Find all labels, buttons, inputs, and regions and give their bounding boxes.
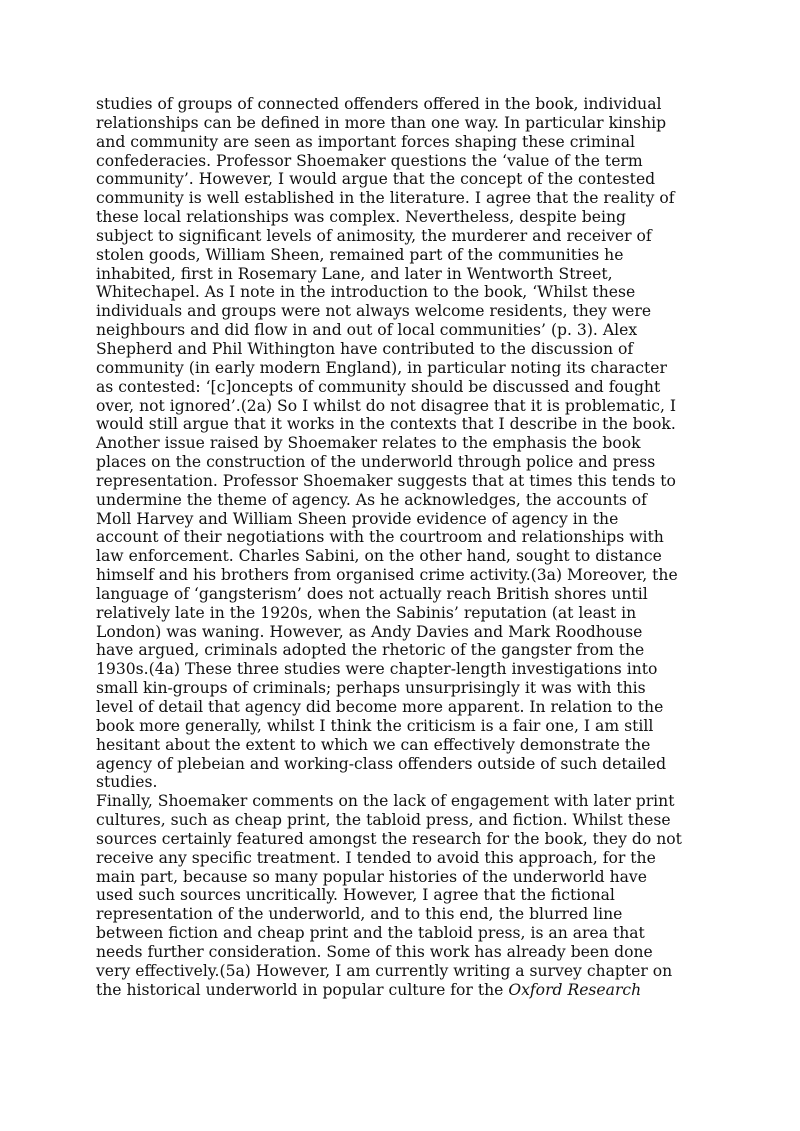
text-line: account of their negotiations with the courtroom and relationships with [96, 528, 664, 547]
text-line: relatively late in the 1920s, when the Sabinis’ reputation (at least in [96, 603, 637, 622]
text-line: London) was waning. However, as Andy Davies and Mark Roodhouse [96, 622, 643, 641]
text-line: and community are seen as important forces shaping these criminal [96, 132, 635, 151]
text-line: representation. Professor Shoemaker suggests that at times this tends to [96, 471, 676, 490]
text-line: have argued, criminals adopted the rhetoric of the gangster from the [96, 641, 645, 660]
text-line: inhabited, first in Rosemary Lane, and later in Wentworth Street, [96, 264, 613, 283]
text-line: used such sources uncritically. However, I agree that the fictional [96, 886, 615, 905]
body-paragraph-1 [96, 95, 716, 792]
text-line: these local relationships was complex. Nevertheless, despite being [96, 208, 627, 227]
text-line: book more generally, whilst I think the criticism is a fair one, I am still [96, 716, 654, 735]
text-line: cultures, such as cheap print, the tabloid press, and fiction. Whilst these [96, 811, 671, 830]
text-line: Moll Harvey and William Sheen provide evidence of agency in the [96, 509, 619, 528]
text-line: agency of plebeian and working-class offenders outside of such detailed [96, 754, 667, 773]
italic-book-title: Oxford Research [508, 980, 642, 999]
text-line: studies. [96, 773, 158, 792]
text-line: very effectively.(5a) However, I am currently writing a survey chapter on [96, 961, 673, 980]
document-page [96, 95, 716, 1000]
text-line: representation of the underworld, and to this end, the blurred line [96, 905, 623, 924]
text-line: studies of groups of connected offenders offered in the book, individual [96, 95, 662, 113]
text-line: undermine the theme of agency. As he acknowledges, the accounts of [96, 490, 647, 509]
text-line: himself and his brothers from organised crime activity.(3a) Moreover, the [96, 566, 678, 585]
text-line: individuals and groups were not always welcome residents, they were [96, 302, 652, 321]
text-line: would still argue that it works in the contexts that I describe in the book. [96, 415, 676, 434]
text-line: community is well established in the literature. I agree that the reality of [96, 189, 675, 208]
text-line: stolen goods, William Sheen, remained part of the communities he [96, 245, 624, 264]
text-line: Finally, Shoemaker comments on the lack of engagement with later print [96, 792, 675, 811]
text-line: subject to significant levels of animosity, the murderer and receiver of [96, 226, 652, 245]
text-line: places on the construction of the underworld through police and press [96, 453, 656, 472]
last-line-text: the historical underworld in popular culture for the [96, 980, 509, 999]
text-line: receive any specific treatment. I tended to avoid this approach, for the [96, 848, 656, 867]
text-line: Shepherd and Phil Withington have contributed to the discussion of [96, 339, 634, 358]
text-line: between fiction and cheap print and the tabloid press, is an area that [96, 924, 645, 943]
text-line: as contested: ‘[c]oncepts of community should be discussed and fought [96, 377, 661, 396]
paragraph-last-line [96, 981, 716, 1000]
text-line: confederacies. Professor Shoemaker questions the ‘value of the term [96, 151, 643, 170]
text-line: main part, because so many popular histories of the underworld have [96, 867, 647, 886]
text-line: over, not ignored’.(2a) So I whilst do not disagree that it is problematic, I [96, 396, 677, 415]
text-line: relationships can be defined in more than one way. In particular kinship [96, 113, 667, 132]
text-line: small kin-groups of criminals; perhaps unsurprisingly it was with this [96, 679, 646, 698]
text-line: level of detail that agency did become more apparent. In relation to the [96, 698, 664, 716]
text-line: language of ‘gangsterism’ does not actually reach British shores until [96, 584, 648, 603]
text-line: community’. However, I would argue that the concept of the contested [96, 170, 656, 189]
text-line: law enforcement. Charles Sabini, on the other hand, sought to distance [96, 547, 662, 566]
text-line: needs further consideration. Some of this work has already been done [96, 942, 653, 961]
text-line: sources certainly featured amongst the research for the book, they do not [96, 829, 682, 848]
body-paragraph-2 [96, 792, 716, 999]
text-line: hesitant about the extent to which we can effectively demonstrate the [96, 735, 651, 754]
text-line: Whitechapel. As I note in the introduction to the book, ‘Whilst these [96, 283, 636, 302]
text-line: 1930s.(4a) These three studies were chapter-length investigations into [96, 660, 658, 679]
text-line: Another issue raised by Shoemaker relates to the emphasis the book [96, 434, 641, 453]
text-line: neighbours and did flow in and out of local communities’ (p. 3). Alex [96, 321, 638, 340]
text-line: community (in early modern England), in particular noting its character [96, 358, 667, 377]
